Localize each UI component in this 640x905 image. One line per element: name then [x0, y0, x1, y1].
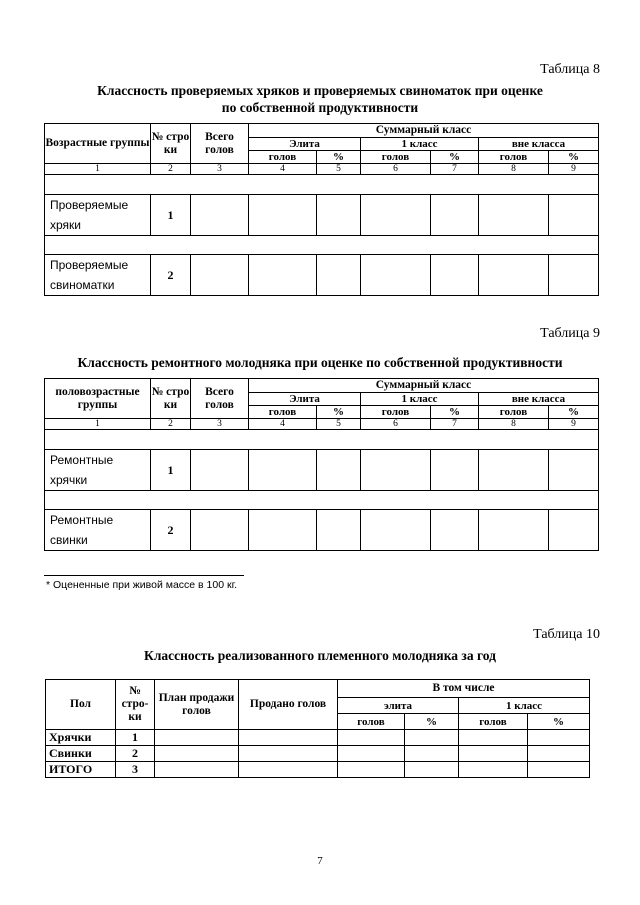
- header-percent: %: [317, 151, 361, 164]
- header-percent: %: [549, 151, 599, 164]
- column-number: 4: [249, 164, 317, 175]
- data-cell[interactable]: [249, 195, 317, 236]
- data-cell[interactable]: [317, 255, 361, 296]
- header-age-groups: половозрастные группы: [45, 379, 151, 419]
- header-total-heads: Всего голов: [191, 379, 249, 419]
- data-cell[interactable]: [479, 255, 549, 296]
- data-cell[interactable]: [431, 255, 479, 296]
- column-number: 1: [45, 419, 151, 430]
- column-number: 6: [361, 164, 431, 175]
- data-cell[interactable]: [528, 730, 590, 746]
- header-out-of-class: вне класса: [479, 138, 599, 151]
- header-out-of-class: вне класса: [479, 393, 599, 406]
- data-cell[interactable]: [479, 450, 549, 491]
- table-row: [45, 450, 599, 491]
- column-number: 2: [151, 164, 191, 175]
- header-heads: голов: [479, 151, 549, 164]
- column-number: 7: [431, 164, 479, 175]
- header-percent: %: [317, 406, 361, 419]
- data-cell[interactable]: [549, 450, 599, 491]
- column-number: 8: [479, 419, 549, 430]
- row-label: Проверяемые хряки: [45, 195, 151, 236]
- data-cell[interactable]: [338, 730, 405, 746]
- header-percent: %: [528, 714, 590, 730]
- data-cell[interactable]: [155, 746, 239, 762]
- data-cell[interactable]: [155, 730, 239, 746]
- column-number: 9: [549, 164, 599, 175]
- data-cell[interactable]: [191, 510, 249, 551]
- header-heads: голов: [361, 406, 431, 419]
- row-label: ИТОГО: [46, 762, 116, 778]
- data-cell[interactable]: [479, 510, 549, 551]
- row-number: 1: [116, 730, 155, 746]
- column-number: 1: [45, 164, 151, 175]
- data-cell[interactable]: [459, 730, 528, 746]
- header-summary-class: Суммарный класс: [249, 124, 599, 138]
- header-elite: Элита: [249, 138, 361, 151]
- spacer-row: [45, 491, 599, 510]
- table10: [45, 679, 590, 778]
- header-heads: голов: [338, 714, 405, 730]
- data-cell[interactable]: [361, 195, 431, 236]
- column-number: 8: [479, 164, 549, 175]
- row-label: Свинки: [46, 746, 116, 762]
- table-row: [46, 730, 590, 746]
- data-cell[interactable]: [191, 450, 249, 491]
- data-cell[interactable]: [405, 746, 459, 762]
- data-cell[interactable]: [459, 746, 528, 762]
- table10-label: Таблица 10: [533, 627, 600, 642]
- data-cell[interactable]: [239, 730, 338, 746]
- column-number: 9: [549, 419, 599, 430]
- data-cell[interactable]: [459, 762, 528, 778]
- header-heads: голов: [361, 151, 431, 164]
- row-number: 2: [116, 746, 155, 762]
- header-heads: голов: [249, 151, 317, 164]
- header-age-groups: Возрастные группы: [45, 124, 151, 164]
- data-cell[interactable]: [431, 510, 479, 551]
- data-cell[interactable]: [249, 450, 317, 491]
- header-percent: %: [431, 151, 479, 164]
- table8-title: [40, 82, 600, 116]
- column-number: 2: [151, 419, 191, 430]
- header-percent: %: [549, 406, 599, 419]
- header-row-number: № стро- ки: [116, 680, 155, 730]
- row-number: 1: [151, 195, 191, 236]
- data-cell[interactable]: [549, 510, 599, 551]
- header-sex: Пол: [46, 680, 116, 730]
- column-number: 5: [317, 419, 361, 430]
- table8-label: Таблица 8: [540, 62, 600, 77]
- row-number: 1: [151, 450, 191, 491]
- table9: [44, 378, 599, 551]
- column-number: 3: [191, 419, 249, 430]
- data-cell[interactable]: [338, 762, 405, 778]
- header-heads: голов: [249, 406, 317, 419]
- header-heads: голов: [479, 406, 549, 419]
- header-row-number: № стро ки: [151, 379, 191, 419]
- data-cell[interactable]: [361, 255, 431, 296]
- row-label: Проверяемые свиноматки: [45, 255, 151, 296]
- column-number: 4: [249, 419, 317, 430]
- table9-label: Таблица 9: [540, 326, 600, 341]
- header-summary-class: Суммарный класс: [249, 379, 599, 393]
- header-heads: голов: [459, 714, 528, 730]
- footnote: * Оцененные при живой массе в 100 кг.: [46, 579, 238, 591]
- data-cell[interactable]: [549, 195, 599, 236]
- header-percent: %: [431, 406, 479, 419]
- data-cell[interactable]: [239, 762, 338, 778]
- table8-title-line2: по собственной продуктивности: [221, 100, 419, 115]
- header-row-number: № стро ки: [151, 124, 191, 164]
- header-sales-plan: План продажи голов: [155, 680, 239, 730]
- header-class1: 1 класс: [361, 138, 479, 151]
- data-cell[interactable]: [361, 510, 431, 551]
- table-row: [45, 510, 599, 551]
- header-total-heads: Всего голов: [191, 124, 249, 164]
- table10-title: Классность реализованного племенного молодняка за год: [144, 648, 496, 663]
- data-cell[interactable]: [549, 255, 599, 296]
- footnote-rule: [44, 575, 244, 576]
- data-cell[interactable]: [405, 762, 459, 778]
- row-label: Ремонтные хрячки: [45, 450, 151, 491]
- data-cell[interactable]: [155, 762, 239, 778]
- data-cell[interactable]: [191, 255, 249, 296]
- data-cell[interactable]: [528, 746, 590, 762]
- data-cell[interactable]: [528, 762, 590, 778]
- column-number: 5: [317, 164, 361, 175]
- column-number: 3: [191, 164, 249, 175]
- row-number: 2: [151, 510, 191, 551]
- spacer-row: [45, 430, 599, 450]
- data-cell[interactable]: [249, 255, 317, 296]
- spacer-row: [45, 236, 599, 255]
- header-class1: 1 класс: [459, 698, 590, 714]
- table9-title: Классность ремонтного молодняка при оценке по собственной продуктивности: [77, 355, 563, 370]
- table8-title-line1: Классность проверяемых хряков и проверяемых свиноматок при оценке: [97, 83, 543, 98]
- data-cell[interactable]: [249, 510, 317, 551]
- header-elite: элита: [338, 698, 459, 714]
- data-cell[interactable]: [338, 746, 405, 762]
- table-row: [45, 195, 599, 236]
- table-row: [45, 255, 599, 296]
- table8: [44, 123, 599, 296]
- data-cell[interactable]: [431, 450, 479, 491]
- column-number: 6: [361, 419, 431, 430]
- page-number: 7: [317, 855, 323, 867]
- data-cell[interactable]: [405, 730, 459, 746]
- data-cell[interactable]: [361, 450, 431, 491]
- data-cell[interactable]: [191, 195, 249, 236]
- header-sold: Продано голов: [239, 680, 338, 730]
- data-cell[interactable]: [317, 195, 361, 236]
- data-cell[interactable]: [431, 195, 479, 236]
- data-cell[interactable]: [479, 195, 549, 236]
- data-cell[interactable]: [317, 510, 361, 551]
- header-percent: %: [405, 714, 459, 730]
- data-cell[interactable]: [239, 746, 338, 762]
- row-label: Ремонтные свинки: [45, 510, 151, 551]
- header-including: В том числе: [338, 680, 590, 698]
- row-number: 2: [151, 255, 191, 296]
- spacer-row: [45, 175, 599, 195]
- row-label: Хрячки: [46, 730, 116, 746]
- column-number: 7: [431, 419, 479, 430]
- data-cell[interactable]: [317, 450, 361, 491]
- header-class1: 1 класс: [361, 393, 479, 406]
- header-elite: Элита: [249, 393, 361, 406]
- table-row: [46, 762, 590, 778]
- row-number: 3: [116, 762, 155, 778]
- table-row: [46, 746, 590, 762]
